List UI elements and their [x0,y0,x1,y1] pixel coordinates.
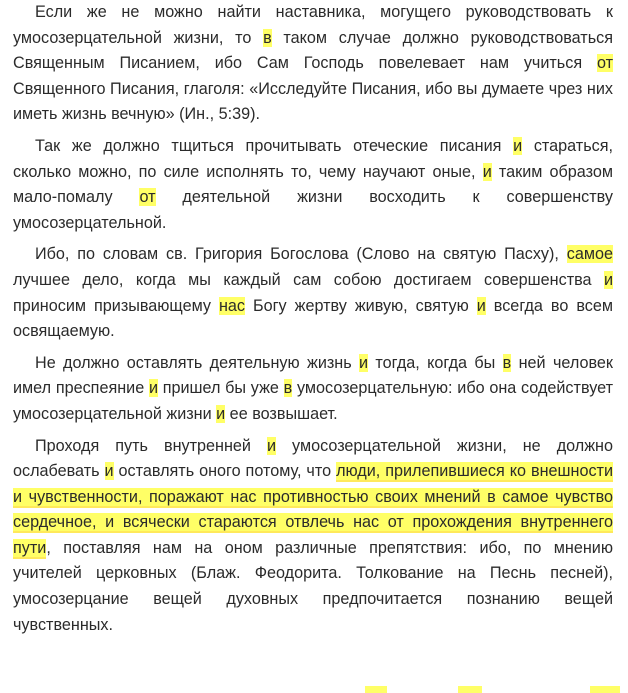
text-run: приносим призывающему [13,296,219,315]
text-run: Так же должно тщиться прочитывать отеческие писания [35,136,514,155]
text-run: Не должно оставлять деятельную жизнь [35,353,360,372]
highlight: и [104,462,114,481]
highlight: и [603,270,613,289]
text-run: стараться, сколько можно, по силе исполнять то, чему научают оные, [13,136,613,181]
highlight: самое [566,245,613,264]
paragraph-5 [13,434,613,639]
text-run: ней человек имел преспеяние [13,353,613,398]
text-run: умосозерцательной жизни, не должно ослабевать [13,436,613,481]
highlight-fragment [590,686,620,693]
highlight: от [596,54,613,73]
document-page [13,0,613,644]
text-run: ее возвышает. [225,404,338,423]
text-run: деятельной жизни восходить к совершенству умосозерцательной. [13,188,613,232]
highlight-underlined: люди, прилепившиеся ко внешности и чувственности, поражают нас противностью своих мнений в самое чувство сердечное, и всячески стараются отвлечь нас от прохождения внутреннего пути [13,462,613,557]
paragraph-1 [13,0,613,128]
text-run: , поставляя нам на оном различные препятствия: ибо, по мнению учителей церковных (Блаж. Феодорита. Толкование на Песнь песней), умосозерцание вещей духовных предпочитается познанию вещей чувственных. [13,538,613,634]
highlight: и [148,379,158,398]
text-run: Священного Писания, глаголя: «Исследуйте Писания, ибо вы думаете чрез них иметь жизнь вечную» (Ин., 5:39). [13,79,613,124]
text-run: таком случае должно руководствоваться Священным Писанием, ибо Сам Господь повелевает нам учиться [13,28,613,73]
paragraph-2 [13,134,613,236]
highlight: и [216,404,226,423]
highlight: и [513,136,523,155]
text-run: Богу жертву живую, святую [245,296,477,315]
text-run: пришел бы уже [157,379,284,398]
highlight: в [263,28,272,47]
text-run: оставлять оного потому, что [113,462,337,481]
highlight: от [139,188,156,207]
highlight: и [359,353,369,372]
text-run: Если же не можно найти наставника, могущего руководствовать к умосозерцательной жизни, то [13,3,613,47]
text-run: таким образом мало-помалу [13,162,613,207]
text-run: умосозерцательную: ибо она содействует умосозерцательной жизни [13,379,613,423]
highlight: и [476,296,486,315]
paragraph-4 [13,351,613,428]
text-run: Ибо, по словам св. Григория Богослова (Слово на святую Пасху), [35,245,567,264]
highlight-fragment [458,686,482,693]
highlight: и [482,162,492,181]
highlight: нас [218,296,246,315]
text-run: лучшее дело, когда мы каждый сам собою достигаем совершенства [13,270,604,289]
text-run: тогда, когда бы [368,353,503,372]
text-run: всегда во всем освящаемую. [13,296,613,341]
highlight: в [502,353,512,372]
highlight: и [266,436,277,455]
paragraph-3 [13,242,613,344]
highlight: в [283,379,293,398]
highlight-fragment [365,686,387,693]
text-run: Проходя путь внутренней [35,436,267,455]
